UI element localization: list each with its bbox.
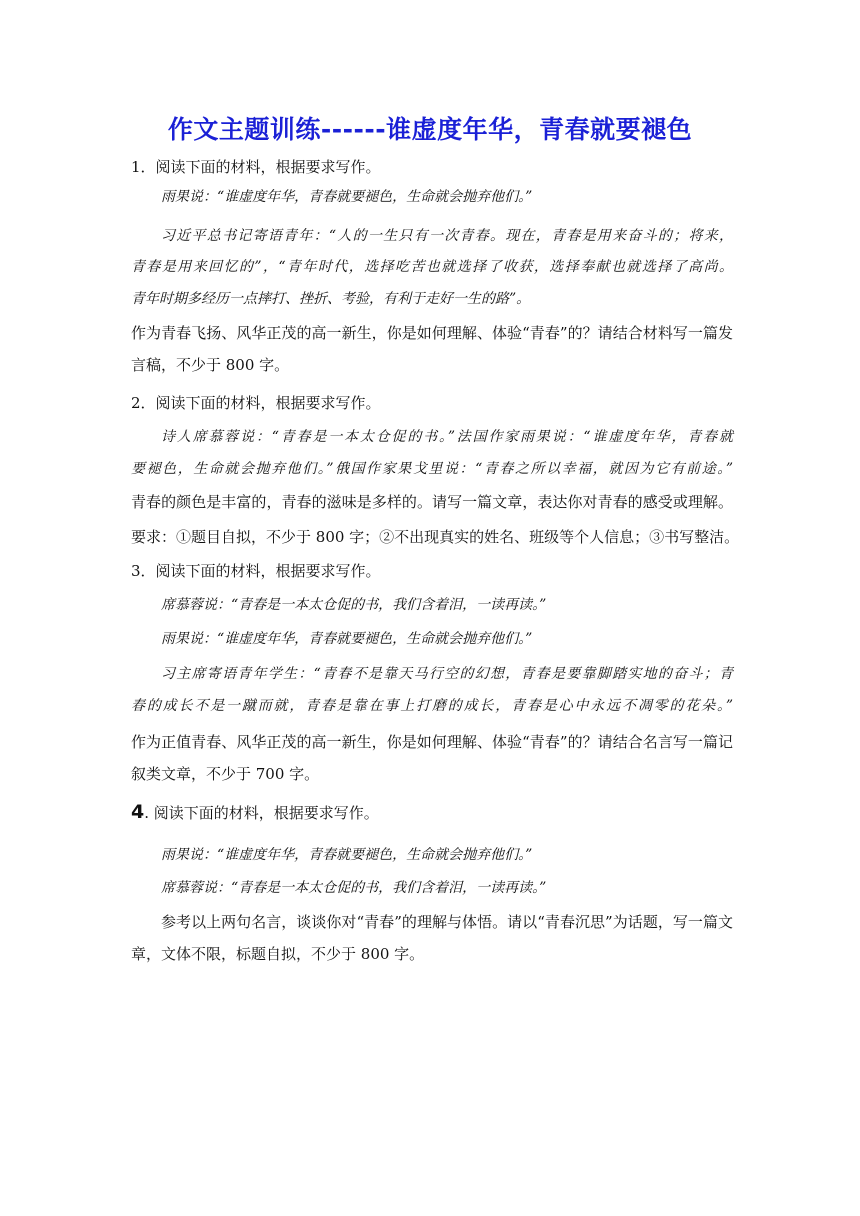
q1-task-line1: 作为青春飞扬、风华正茂的高一新生，你是如何理解、体验“青春”的？请结合材料写一篇发	[131, 324, 733, 342]
q1-task-line2: 言稿，不少于 800 字。	[131, 356, 290, 374]
q3-quote-hugo: 雨果说：“谁虚度年华，青春就要褪色，生命就会抛弃他们。”	[161, 631, 533, 647]
q3-task-line2: 叙类文章，不少于 700 字。	[131, 765, 320, 783]
q4-task-line1: 参考以上两句名言，谈谈你对“青春”的理解与体悟。请以“青春沉思”为话题，写一篇文	[161, 913, 733, 931]
q2-heading: 2．阅读下面的材料，根据要求写作。	[131, 394, 381, 412]
q1-quote-xi-line3: 青年时期多经历一点摔打、挫折、考验，有利于走好一生的路”。	[131, 291, 531, 307]
q2-material-line2: 要褪色，生命就会抛弃他们。”俄国作家果戈里说：“青春之所以幸福，就因为它有前途。”	[131, 461, 733, 477]
q3-quote-xi-line2: 春的成长不是一蹴而就，青春是靠在事上打磨的成长，青春是心中永远不凋零的花朵。”	[131, 698, 733, 714]
page-title: 作文主题训练------谁虚度年华，青春就要褪色	[167, 115, 693, 144]
q3-quote-xi-line1: 习主席寄语青年学生：“青春不是靠天马行空的幻想，青春是要靠脚踏实地的奋斗；青	[161, 666, 733, 682]
q4-heading	[131, 802, 733, 823]
q1-heading: 1．阅读下面的材料，根据要求写作。	[131, 158, 381, 176]
q2-material-line3: 青春的颜色是丰富的，青春的滋味是多样的。请写一篇文章，表达你对青春的感受或理解。	[131, 493, 733, 511]
q3-heading: 3．阅读下面的材料，根据要求写作。	[131, 562, 381, 580]
q4-number: 4	[131, 801, 145, 823]
q1-quote-hugo: 雨果说：“谁虚度年华，青春就要褪色，生命就会抛弃他们。”	[161, 189, 533, 205]
q3-quote-xi-murong: 席慕蓉说：“青春是一本太仓促的书，我们含着泪，一读再读。”	[161, 597, 547, 613]
q4-quote-xi-murong: 席慕蓉说：“青春是一本太仓促的书，我们含着泪，一读再读。”	[161, 880, 547, 896]
q2-requirements: 要求：①题目自拟，不少于 800 字；②不出现真实的姓名、班级等个人信息；③书写整洁。	[131, 528, 740, 546]
q1-quote-xi-line1: 习近平总书记寄语青年：“人的一生只有一次青春。现在，青春是用来奋斗的；将来，	[161, 228, 733, 244]
q4-heading-text: . 阅读下面的材料，根据要求写作。	[144, 804, 379, 822]
q2-material-line1: 诗人席慕蓉说：“青春是一本太仓促的书。”法国作家雨果说：“谁虚度年华，青春就	[161, 429, 733, 445]
q4-quote-hugo: 雨果说：“谁虚度年华，青春就要褪色，生命就会抛弃他们。”	[161, 847, 533, 863]
q1-quote-xi-line2: 青春是用来回忆的”，“青年时代，选择吃苦也就选择了收获，选择奉献也就选择了高尚。	[131, 259, 733, 275]
q4-task-line2: 章，文体不限，标题自拟，不少于 800 字。	[131, 945, 425, 963]
q3-task-line1: 作为正值青春、风华正茂的高一新生，你是如何理解、体验“青春”的？请结合名言写一篇记	[131, 733, 733, 751]
